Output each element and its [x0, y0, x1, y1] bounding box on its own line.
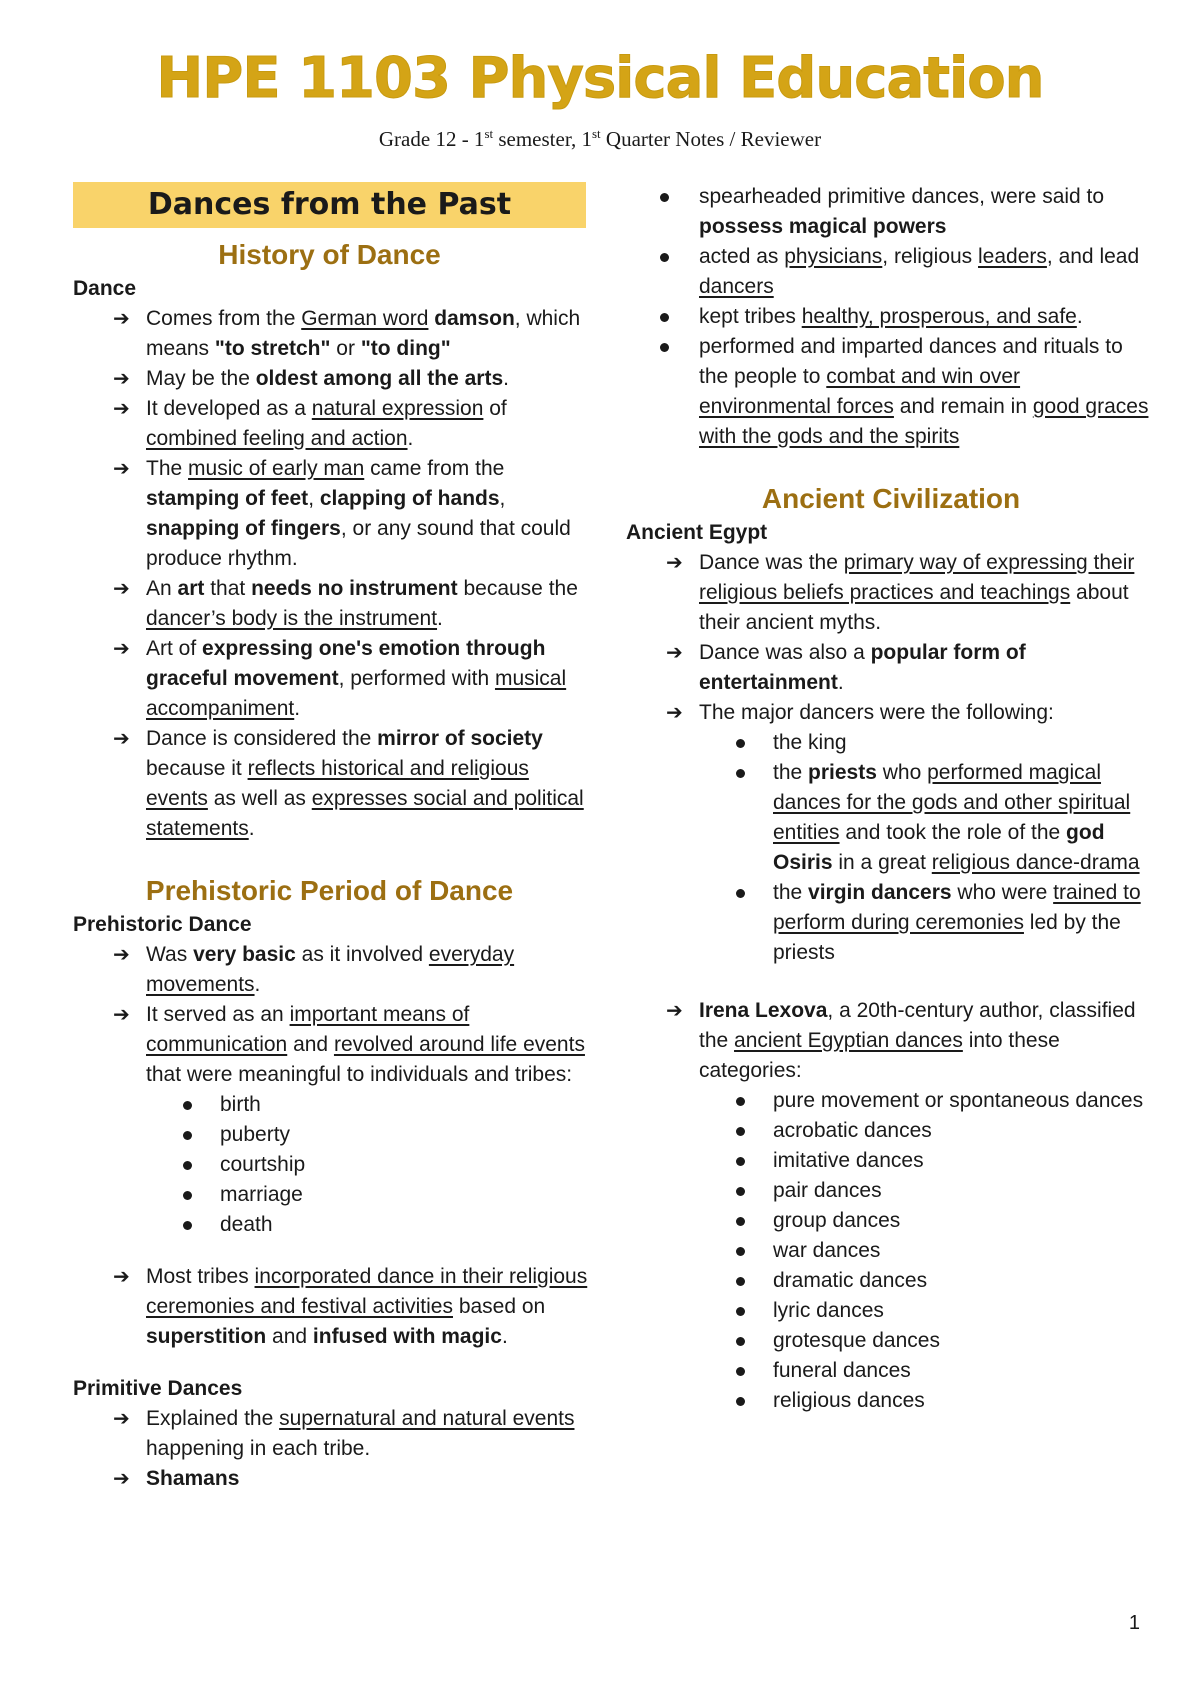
list-item: group dances — [626, 1206, 1156, 1236]
prehistoric-heading: Prehistoric Period of Dance — [145, 875, 514, 906]
right-column — [626, 182, 1156, 1416]
life-events-list — [73, 1090, 593, 1240]
list-item: ➔ May be the oldest among all the arts. — [73, 364, 593, 394]
list-item: ➔ An art that needs no instrument because the dancer’s body is the instrument. — [73, 574, 593, 634]
dance-categories-list — [626, 1086, 1156, 1416]
primitive-list — [73, 1404, 593, 1494]
left-column — [73, 182, 593, 1494]
prehistoric-dance-label: Prehistoric Dance — [73, 913, 252, 936]
list-item: religious dances — [626, 1386, 1156, 1416]
list-item: spearheaded primitive dances, were said to possess magical powers — [626, 182, 1156, 242]
list-item: pair dances — [626, 1176, 1156, 1206]
prehistoric-list — [73, 940, 593, 1090]
primitive-dances-label: Primitive Dances — [73, 1377, 243, 1400]
list-item: ➔ Dance is considered the mirror of society because it reflects historical and religious events as well as expresses social and political statements. — [73, 724, 593, 844]
list-item: ➔ Most tribes incorporated dance in their religious ceremonies and festival activities based on superstition and infused with magic. — [73, 1262, 593, 1352]
list-item: ➔ The major dancers were the following: — [626, 698, 1156, 728]
list-item: pure movement or spontaneous dances — [626, 1086, 1156, 1116]
list-item: the priests who performed magical dances for the gods and other spiritual entities and took the role of the god Osiris in a great religious dance-drama — [626, 758, 1156, 878]
list-item: acted as physicians, religious leaders, and lead dancers — [626, 242, 1156, 302]
list-item: ➔ Dance was also a popular form of entertainment. — [626, 638, 1156, 698]
list-item: funeral dances — [626, 1356, 1156, 1386]
list-item: kept tribes healthy, prosperous, and safe. — [626, 302, 1156, 332]
list-item: ➔ The music of early man came from the stamping of feet, clapping of hands, snapping of fingers, or any sound that could produce rhythm. — [73, 454, 593, 574]
list-item: ➔ Shamans — [73, 1464, 593, 1494]
shamans-list — [626, 182, 1156, 452]
list-item: acrobatic dances — [626, 1116, 1156, 1146]
list-item: ➔ Dance was the primary way of expressing their religious beliefs practices and teachings about their ancient myths. — [626, 548, 1156, 638]
list-item: the king — [626, 728, 1156, 758]
list-item: lyric dances — [626, 1296, 1156, 1326]
list-item: the virgin dancers who were trained to perform during ceremonies led by the priests — [626, 878, 1156, 968]
list-item: grotesque dances — [626, 1326, 1156, 1356]
list-item: ➔ Art of expressing one's emotion through graceful movement, performed with musical accompaniment. — [73, 634, 593, 724]
list-item: performed and imparted dances and rituals to the people to combat and win over environmental forces and remain in good graces with the gods and the spirits — [626, 332, 1156, 452]
lexova-list — [626, 996, 1156, 1086]
list-item: war dances — [626, 1236, 1156, 1266]
major-dancers-list — [626, 728, 1156, 968]
history-heading: History of Dance — [218, 239, 441, 270]
list-item: ➔ Explained the supernatural and natural events happening in each tribe. — [73, 1404, 593, 1464]
ancient-list — [626, 548, 1156, 728]
list-item: ➔ Was very basic as it involved everyday movements. — [73, 940, 593, 1000]
list-item: death — [73, 1210, 593, 1240]
ancient-heading: Ancient Civilization — [761, 483, 1021, 514]
ancient-egypt-label: Ancient Egypt — [626, 521, 768, 544]
list-item: ➔ Irena Lexova, a 20th-century author, classified the ancient Egyptian dances into these categories: — [626, 996, 1156, 1086]
list-item: dramatic dances — [626, 1266, 1156, 1296]
page-number: 1 — [1128, 1612, 1140, 1634]
list-item: imitative dances — [626, 1146, 1156, 1176]
list-item: ➔ It developed as a natural expression of combined feeling and action. — [73, 394, 593, 454]
list-item: ➔ It served as an important means of communication and revolved around life events that were meaningful to individuals and tribes: — [73, 1000, 593, 1090]
list-item: ➔ Comes from the German word damson, which means "to stretch" or "to ding" — [73, 304, 593, 364]
prehistoric-list-2 — [73, 1262, 593, 1352]
document-subtitle: Grade 12 - 1st semester, 1st Quarter Notes / Reviewer — [378, 126, 822, 151]
list-item: birth — [73, 1090, 593, 1120]
history-list — [73, 304, 593, 844]
document-title: HPE 1103 Physical Education — [156, 46, 1044, 111]
section-banner: Dances from the Past — [73, 182, 586, 228]
list-item: puberty — [73, 1120, 593, 1150]
dance-label: Dance — [73, 277, 137, 300]
list-item: courtship — [73, 1150, 593, 1180]
list-item: marriage — [73, 1180, 593, 1210]
